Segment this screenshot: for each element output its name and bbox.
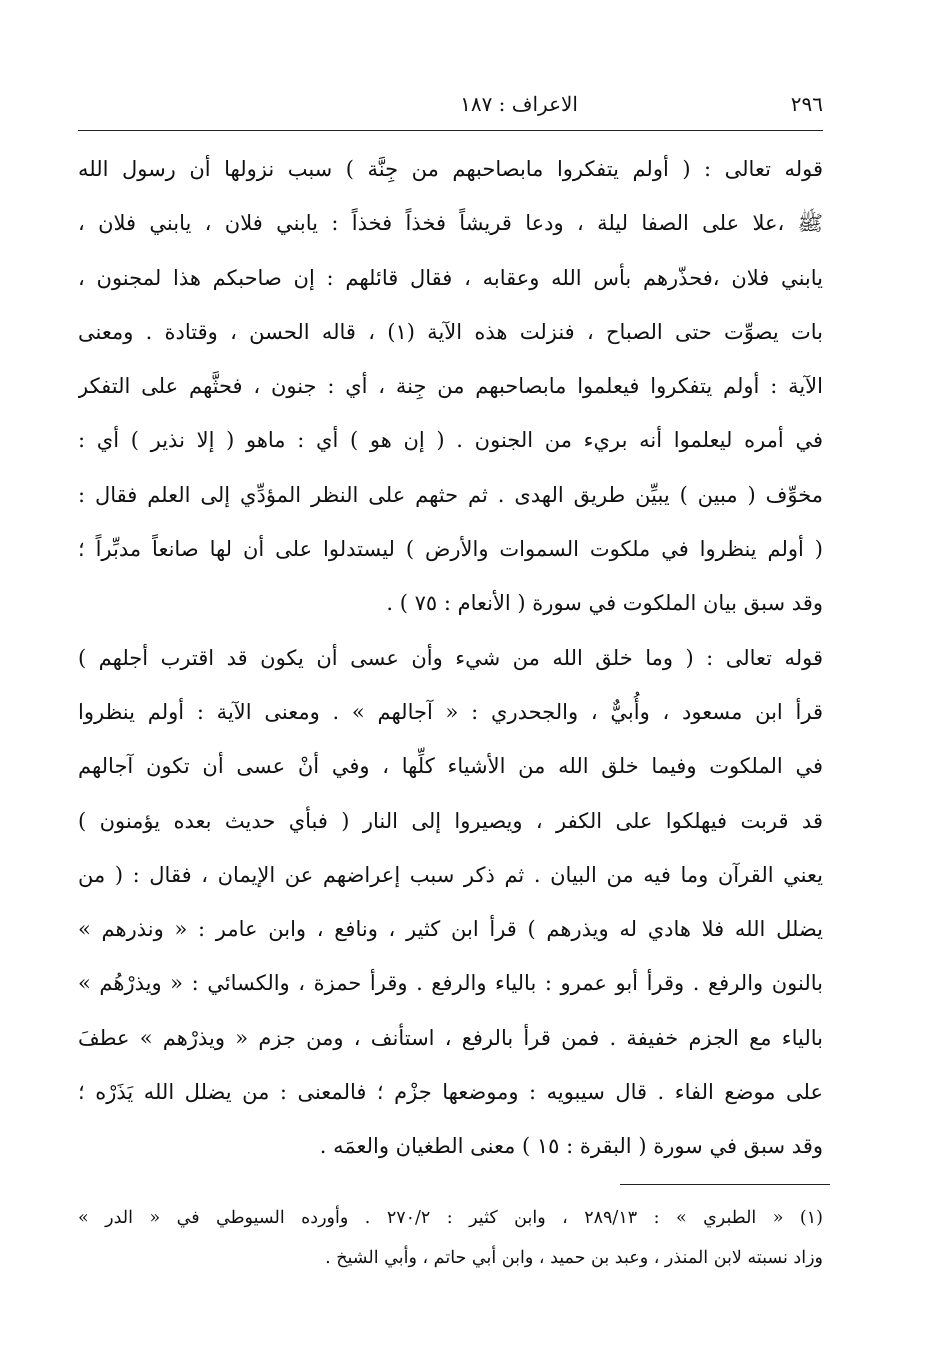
text-line: يضلل الله فلا هادي له ويذرهم ) قرأ ابن كثير ، ونافع ، وابن عامر : « ونذرهم » <box>78 917 823 942</box>
text-line: يعني القرآن وما فيه من البيان . ثم ذكر سبب إعراضهم عن الإيمان ، فقال : ( من <box>78 862 823 887</box>
page-number: ٢٩٦ <box>790 92 823 116</box>
running-title: الاعراف : ١٨٧ <box>460 92 578 116</box>
text-line: ﷺ ،علا على الصفا ليلة ، ودعا قريشاً فخذاً فخذاً : يابني فلان ، يابني فلان ، <box>78 211 823 236</box>
text-line: وقد سبق بيان الملكوت في سورة ( الأنعام : ٧٥ ) . <box>386 591 823 616</box>
text-line: قوله تعالى : ( وما خلق الله من شيء وأن عسى أن يكون قد اقترب أجلهم ) <box>78 645 823 670</box>
text-line: بالنون والرفع . وقرأ أبو عمرو : بالياء والرفع . وقرأ حمزة ، والكسائي : « ويذرْهُم » <box>78 971 823 996</box>
text-line: يابني فلان ،فحذّرهم بأس الله وعقابه ، فقال قائلهم : إن صاحبكم هذا لمجنون ، <box>78 265 823 290</box>
text-line: وقد سبق في سورة ( البقرة : ١٥ ) معنى الطغيان والعمَه . <box>319 1134 823 1159</box>
text-line: قوله تعالى : ( أولم يتفكروا مابصاحبهم من جِنَّة ) سبب نزولها أن رسول الله <box>78 157 823 181</box>
footnote-line: وزاد نسبته لابن المنذر ، وعبد بن حميد ، وابن أبي حاتم ، وأبي الشيخ . <box>325 1248 823 1268</box>
header-rule <box>78 130 823 131</box>
text-line: على موضع الفاء . قال سيبويه : وموضعها جزْم ؛ فالمعنى : من يضلل الله يَذَرْه ؛ <box>78 1080 823 1105</box>
text-line: بالياء مع الجزم خفيفة . فمن قرأ بالرفع ، استأنف ، ومن جزم « ويذرْهم » عطفَ <box>78 1025 823 1050</box>
paragraph-verse-187-part-1 <box>78 142 823 631</box>
text-line: بات يصوِّت حتى الصباح ، فنزلت هذه الآية (١) ، قاله الحسن ، وقتادة . ومعنى <box>78 319 823 344</box>
text-line: الآية : أولم يتفكروا فيعلموا مابصاحبهم من جِنة ، أي : جنون ، فحثَّهم على التفكر <box>78 374 823 399</box>
text-line: في الملكوت وفيما خلق الله من الأشياء كلِّها ، وفي أنْ عسى أن تكون آجالهم <box>78 754 823 779</box>
text-line: قرأ ابن مسعود ، وأُبيٌّ ، والجحدري : « آجالهم » . ومعنى الآية : أولم ينظروا <box>78 699 823 724</box>
footnotes <box>78 1198 823 1278</box>
footnote-rule <box>620 1184 830 1185</box>
text-line: في أمره ليعلموا أنه بريء من الجنون . ( إن هو ) أي : ماهو ( إلا نذير ) أي : <box>78 428 823 453</box>
text-line: ( أولم ينظروا في ملكوت السموات والأرض ) ليستدلوا على أن لها صانعاً مدبِّراً ؛ <box>78 537 823 562</box>
text-line: مخوِّف ( مبين ) يبيِّن طريق الهدى . ثم حثهم على النظر المؤدِّي إلى العلم فقال : <box>78 482 823 507</box>
page-header <box>78 92 823 126</box>
footnote-line: (١) « الطبري » : ٢٨٩/١٣ ، وابن كثير : ٢٧٠/٢ . وأورده السيوطي في « الدر » <box>78 1208 823 1228</box>
text-line: قد قربت فيهلكوا على الكفر ، ويصيروا إلى النار ( فبأي حديث بعده يؤمنون ) <box>78 808 823 833</box>
paragraph-verse-187-part-2 <box>78 631 823 1174</box>
body-text <box>78 142 823 1174</box>
